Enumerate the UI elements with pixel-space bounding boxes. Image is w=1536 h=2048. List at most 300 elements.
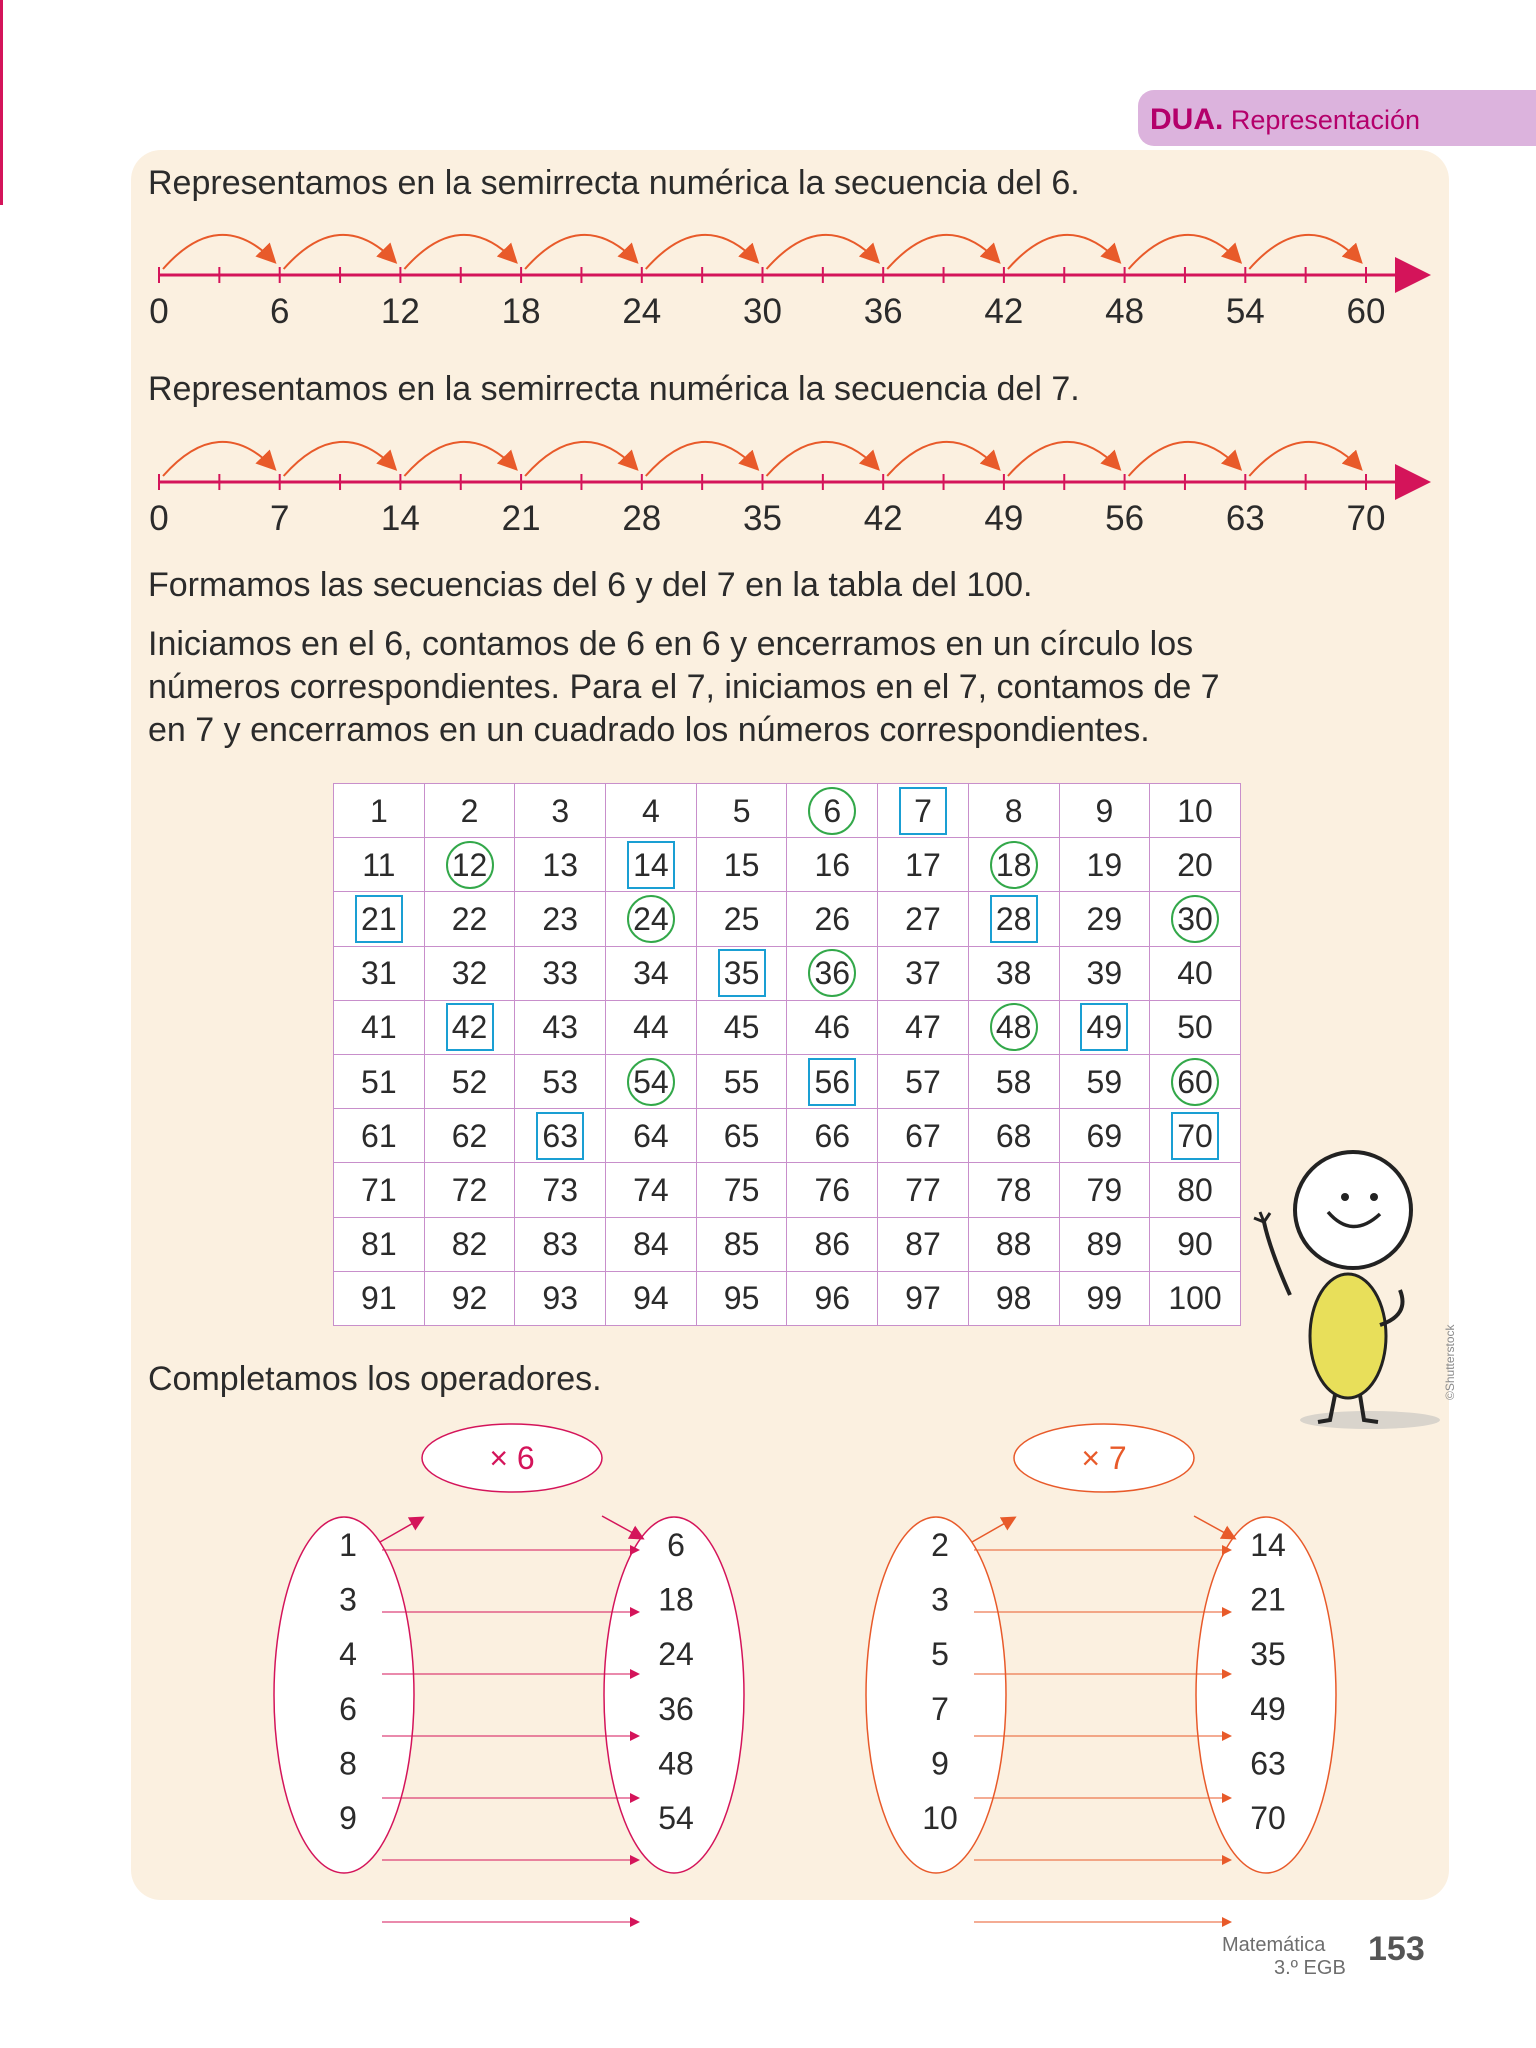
instruction-line: en 7 y encerramos en un cuadrado los números correspondientes. (148, 711, 1150, 749)
table-cell (878, 1163, 969, 1217)
table-cell (424, 1054, 515, 1108)
cell-number: 52 (451, 1063, 488, 1100)
table-cell (787, 1109, 878, 1163)
jump-arrow (887, 235, 998, 269)
operator-out-arrow (602, 1516, 642, 1538)
circled-number: 24 (627, 895, 675, 943)
table-cell (1150, 1000, 1241, 1054)
footer-subject: Matemática (1222, 1934, 1326, 1956)
number-line-label: 48 (1105, 292, 1145, 331)
table-row (334, 1271, 1241, 1325)
cell-number: 66 (814, 1117, 851, 1154)
cell-number: 72 (451, 1171, 488, 1208)
cell-number: 22 (451, 900, 488, 937)
table-cell (515, 946, 606, 1000)
output-number: 63 (1250, 1745, 1286, 1782)
table-cell (1059, 784, 1150, 838)
operator-diagrams (230, 1410, 1290, 1870)
squared-number: 28 (990, 895, 1038, 943)
jump-arrow (887, 442, 998, 476)
table-cell (878, 1054, 969, 1108)
jump-arrow (1129, 235, 1240, 269)
table-cell (1150, 838, 1241, 892)
cell-number: 73 (542, 1171, 579, 1208)
input-number: 3 (931, 1581, 949, 1618)
jump-arrow (1249, 235, 1360, 269)
cell-number: 8 (1004, 792, 1023, 829)
table-cell (1059, 892, 1150, 946)
smiling-child-illustration (1250, 1140, 1460, 1440)
table-cell (515, 1000, 606, 1054)
cell-number: 95 (723, 1280, 760, 1317)
table-cell (878, 838, 969, 892)
squared-number: 7 (899, 787, 947, 835)
cell-number: 3 (551, 792, 570, 829)
cell-number: 50 (1177, 1009, 1213, 1046)
output-number: 54 (658, 1800, 694, 1836)
jump-arrow (163, 235, 274, 269)
table-cell (968, 1109, 1059, 1163)
table-row (334, 1054, 1241, 1108)
table-cell (1059, 1109, 1150, 1163)
circled-number: 18 (990, 841, 1038, 889)
cell-number: 87 (905, 1226, 941, 1263)
table-cell (515, 1163, 606, 1217)
table-cell (334, 1217, 425, 1271)
cell-number: 71 (361, 1171, 397, 1208)
number-line-label: 28 (622, 499, 662, 538)
cell-number: 1 (369, 792, 388, 829)
number-line-7 (145, 427, 1445, 557)
table-cell (606, 784, 697, 838)
table-row (334, 892, 1241, 946)
table-cell (1150, 1217, 1241, 1271)
table-cell (787, 1271, 878, 1325)
table-cell (696, 784, 787, 838)
table-cell (606, 1271, 697, 1325)
table-cell (968, 784, 1059, 838)
table-cell (968, 892, 1059, 946)
circled-number: 48 (990, 1003, 1038, 1051)
number-line-label: 35 (743, 499, 782, 538)
table-cell (878, 892, 969, 946)
table-cell (968, 1271, 1059, 1325)
cell-number: 51 (361, 1063, 397, 1100)
jump-arrow (525, 235, 636, 269)
output-number: 18 (658, 1581, 694, 1618)
cell-number: 75 (723, 1171, 760, 1208)
squared-number: 49 (1080, 1003, 1128, 1051)
hundred-table (333, 783, 1241, 1326)
cell-number: 2 (460, 792, 479, 829)
table-cell (1059, 1163, 1150, 1217)
table-cell (606, 946, 697, 1000)
jump-arrow (404, 442, 515, 476)
squared-number: 63 (536, 1112, 584, 1160)
operator-label: × 6 (489, 1440, 535, 1476)
table-cell (878, 1271, 969, 1325)
number-line-label: 30 (743, 292, 782, 331)
table-cell (787, 838, 878, 892)
cell-number: 98 (995, 1280, 1032, 1317)
operator-times-6 (274, 1424, 744, 1922)
table-row (334, 838, 1241, 892)
table-cell (334, 1000, 425, 1054)
jump-arrow (284, 442, 395, 476)
jump-arrow (767, 235, 878, 269)
hundred-table-title: Formamos las secuencias del 6 y del 7 en la tabla del 100. (148, 566, 1033, 604)
table-cell (1150, 892, 1241, 946)
cell-number: 20 (1177, 846, 1213, 883)
page-number: 153 (1368, 1930, 1425, 1968)
cell-number: 33 (542, 955, 579, 992)
output-number: 35 (1250, 1636, 1286, 1673)
table-cell (787, 892, 878, 946)
cell-number: 74 (633, 1171, 669, 1208)
cell-number: 26 (814, 900, 851, 937)
table-cell (424, 892, 515, 946)
table-cell (878, 784, 969, 838)
jump-arrow (1249, 442, 1360, 476)
cell-number: 45 (723, 1009, 760, 1046)
table-cell (696, 892, 787, 946)
table-cell (606, 1217, 697, 1271)
number-line-6 (145, 220, 1445, 350)
cell-number: 81 (361, 1226, 397, 1263)
table-cell (696, 1217, 787, 1271)
circled-number: 6 (808, 787, 856, 835)
table-cell (424, 1217, 515, 1271)
cell-number: 13 (542, 846, 579, 883)
cell-number: 44 (633, 1009, 669, 1046)
squared-number: 21 (355, 895, 403, 943)
table-cell (334, 892, 425, 946)
table-cell (878, 1109, 969, 1163)
cell-number: 15 (723, 846, 760, 883)
number-line-label: 70 (1346, 499, 1386, 538)
number-line-label: 42 (984, 292, 1024, 331)
number-line-label: 42 (863, 499, 903, 538)
table-cell (696, 1109, 787, 1163)
table-cell (424, 946, 515, 1000)
number-line-label: 24 (622, 292, 662, 331)
cell-number: 82 (451, 1226, 488, 1263)
input-number: 7 (931, 1690, 949, 1727)
cell-number: 64 (633, 1117, 669, 1154)
cell-number: 31 (361, 955, 397, 992)
cell-number: 69 (1086, 1117, 1123, 1154)
cell-number: 91 (361, 1280, 397, 1317)
cell-number: 83 (542, 1226, 579, 1263)
cell-number: 29 (1086, 900, 1123, 937)
table-cell (1150, 1054, 1241, 1108)
table-cell (696, 1163, 787, 1217)
operator-times-7 (866, 1424, 1336, 1922)
table-cell (334, 1109, 425, 1163)
input-number: 6 (339, 1690, 357, 1727)
table-cell (878, 1217, 969, 1271)
operator-in-arrow (972, 1518, 1014, 1542)
cell-number: 16 (814, 846, 851, 883)
table-cell (606, 1109, 697, 1163)
number-line-label: 21 (501, 499, 541, 538)
input-number: 4 (339, 1636, 357, 1673)
input-number: 2 (931, 1527, 949, 1563)
table-cell (1150, 1109, 1241, 1163)
cell-number: 46 (814, 1009, 851, 1046)
table-cell (968, 946, 1059, 1000)
input-number: 1 (339, 1527, 357, 1563)
jump-arrow (284, 235, 395, 269)
table-cell (787, 1000, 878, 1054)
table-row (334, 946, 1241, 1000)
cell-number: 67 (905, 1117, 941, 1154)
table-cell (1150, 1271, 1241, 1325)
page-edge-line (0, 0, 3, 205)
table-cell (696, 1271, 787, 1325)
table-row (334, 1109, 1241, 1163)
cell-number: 65 (723, 1117, 760, 1154)
table-cell (968, 1054, 1059, 1108)
table-cell (1059, 1054, 1150, 1108)
cell-number: 19 (1086, 846, 1123, 883)
jump-arrow (646, 235, 757, 269)
table-cell (787, 1054, 878, 1108)
squared-number: 56 (808, 1058, 856, 1106)
table-cell (606, 1054, 697, 1108)
table-cell (696, 838, 787, 892)
jump-arrow (646, 442, 757, 476)
table-cell (696, 1000, 787, 1054)
input-number: 10 (922, 1800, 958, 1836)
cell-number: 89 (1086, 1226, 1123, 1263)
output-number: 70 (1250, 1800, 1286, 1836)
table-cell (1059, 1271, 1150, 1325)
table-cell (787, 946, 878, 1000)
cell-number: 78 (995, 1171, 1032, 1208)
table-cell (424, 1000, 515, 1054)
cell-number: 100 (1168, 1280, 1222, 1317)
squared-number: 35 (718, 949, 766, 997)
table-cell (1150, 946, 1241, 1000)
jump-arrow (1008, 235, 1119, 269)
table-cell (878, 946, 969, 1000)
output-number: 48 (658, 1745, 694, 1782)
output-number: 49 (1250, 1690, 1286, 1727)
circled-number: 12 (446, 841, 494, 889)
number-line-label: 6 (269, 292, 290, 331)
output-number: 14 (1250, 1527, 1286, 1563)
table-cell (606, 838, 697, 892)
cell-number: 10 (1177, 792, 1213, 829)
number-line-label: 7 (269, 499, 290, 538)
jump-arrow (1008, 442, 1119, 476)
number-line-label: 0 (149, 499, 169, 538)
table-cell (1059, 838, 1150, 892)
cell-number: 92 (451, 1280, 488, 1317)
output-number: 21 (1250, 1581, 1286, 1618)
number-line-label: 60 (1346, 292, 1386, 331)
table-cell (334, 946, 425, 1000)
cell-number: 58 (995, 1063, 1032, 1100)
table-cell (1150, 1163, 1241, 1217)
number-line-label: 49 (984, 499, 1024, 538)
table-cell (424, 1271, 515, 1325)
table-cell (968, 1163, 1059, 1217)
cell-number: 5 (732, 792, 751, 829)
cell-number: 34 (633, 955, 669, 992)
number-line-label: 12 (380, 292, 420, 331)
input-number: 8 (339, 1745, 357, 1782)
cell-number: 86 (814, 1226, 851, 1263)
input-number: 9 (931, 1745, 949, 1782)
cell-number: 62 (451, 1117, 488, 1154)
cell-number: 40 (1177, 955, 1213, 992)
table-cell (787, 1217, 878, 1271)
table-cell (334, 784, 425, 838)
cell-number: 90 (1177, 1226, 1213, 1263)
cell-number: 76 (814, 1171, 851, 1208)
cell-number: 59 (1086, 1063, 1123, 1100)
cell-number: 39 (1086, 955, 1123, 992)
cell-number: 11 (362, 846, 396, 883)
output-number: 36 (658, 1690, 694, 1727)
table-cell (515, 1271, 606, 1325)
cell-number: 32 (451, 955, 488, 992)
number-line-label: 14 (380, 499, 420, 538)
cell-number: 99 (1086, 1280, 1123, 1317)
table-cell (1059, 1217, 1150, 1271)
table-cell (696, 1054, 787, 1108)
dua-label: DUA. Representación (1150, 103, 1420, 136)
number-line-label: 0 (149, 292, 169, 331)
operator-label: × 7 (1081, 1440, 1127, 1476)
cell-number: 85 (723, 1226, 760, 1263)
input-number: 3 (339, 1581, 357, 1618)
number-line-label: 56 (1105, 499, 1145, 538)
cell-number: 94 (633, 1280, 669, 1317)
table-cell (334, 1054, 425, 1108)
number-line-label: 63 (1225, 499, 1265, 538)
table-cell (334, 1163, 425, 1217)
table-cell (968, 838, 1059, 892)
table-cell (1059, 946, 1150, 1000)
table-cell (515, 1054, 606, 1108)
table-cell (787, 1163, 878, 1217)
table-cell (515, 784, 606, 838)
cell-number: 37 (905, 955, 941, 992)
cell-number: 23 (542, 900, 579, 937)
table-row (334, 1163, 1241, 1217)
instruction-line: números correspondientes. Para el 7, iniciamos en el 7, contamos de 7 (148, 668, 1220, 706)
table-cell (606, 1163, 697, 1217)
table-cell (878, 1000, 969, 1054)
table-cell (424, 1109, 515, 1163)
image-credit: ©Shutterstock (1443, 1324, 1457, 1400)
table-cell (515, 892, 606, 946)
number-line-label: 36 (863, 292, 903, 331)
cell-number: 25 (723, 900, 760, 937)
cell-number: 47 (905, 1009, 941, 1046)
instruction-line: Iniciamos en el 6, contamos de 6 en 6 y encerramos en un círculo los (148, 625, 1194, 663)
cell-number: 9 (1095, 792, 1114, 829)
circled-number: 60 (1171, 1058, 1219, 1106)
table-cell (334, 1271, 425, 1325)
operator-out-arrow (1194, 1516, 1234, 1538)
cell-number: 79 (1086, 1171, 1123, 1208)
jump-arrow (767, 442, 878, 476)
cell-number: 4 (642, 792, 660, 829)
cell-number: 68 (995, 1117, 1032, 1154)
squared-number: 14 (627, 841, 675, 889)
cell-number: 41 (361, 1009, 397, 1046)
table-cell (1059, 1000, 1150, 1054)
circled-number: 30 (1171, 895, 1219, 943)
cell-number: 88 (995, 1226, 1032, 1263)
table-cell (968, 1217, 1059, 1271)
input-number: 5 (931, 1636, 949, 1673)
table-cell (968, 1000, 1059, 1054)
cell-number: 27 (905, 900, 941, 937)
cell-number: 61 (361, 1117, 397, 1154)
table-cell (787, 784, 878, 838)
cell-number: 43 (542, 1009, 579, 1046)
table-row (334, 1217, 1241, 1271)
operator-in-arrow (380, 1518, 422, 1542)
table-cell (424, 784, 515, 838)
jump-arrow (1129, 442, 1240, 476)
instruction-sequence-7: Representamos en la semirrecta numérica la secuencia del 7. (148, 370, 1080, 408)
jump-arrow (525, 442, 636, 476)
cell-number: 84 (633, 1226, 669, 1263)
cell-number: 38 (995, 955, 1032, 992)
cell-number: 57 (905, 1063, 941, 1100)
table-row (334, 784, 1241, 838)
table-cell (606, 1000, 697, 1054)
number-line-label: 54 (1225, 292, 1265, 331)
footer-grade: 3.º EGB (1274, 1957, 1346, 1979)
table-cell (515, 1109, 606, 1163)
hundred-table-instructions (148, 623, 1220, 752)
cell-number: 55 (723, 1063, 760, 1100)
cell-number: 77 (905, 1171, 941, 1208)
cell-number: 80 (1177, 1171, 1213, 1208)
cell-number: 17 (905, 846, 941, 883)
table-cell (334, 838, 425, 892)
table-cell (696, 946, 787, 1000)
instruction-sequence-6: Representamos en la semirrecta numérica la secuencia del 6. (148, 164, 1080, 202)
jump-arrow (404, 235, 515, 269)
cell-number: 53 (542, 1063, 579, 1100)
table-cell (515, 838, 606, 892)
output-number: 6 (667, 1527, 685, 1563)
circled-number: 36 (808, 949, 856, 997)
table-cell (424, 1163, 515, 1217)
table-row (334, 1000, 1241, 1054)
operators-instruction: Completamos los operadores. (148, 1360, 602, 1398)
circled-number: 54 (627, 1058, 675, 1106)
cell-number: 96 (814, 1280, 851, 1317)
squared-number: 70 (1171, 1112, 1219, 1160)
squared-number: 42 (446, 1003, 494, 1051)
table-cell (1150, 784, 1241, 838)
cell-number: 97 (905, 1280, 941, 1317)
cell-number: 93 (542, 1280, 579, 1317)
table-cell (515, 1217, 606, 1271)
number-line-label: 18 (501, 292, 541, 331)
output-number: 24 (658, 1636, 694, 1673)
jump-arrow (163, 442, 274, 476)
